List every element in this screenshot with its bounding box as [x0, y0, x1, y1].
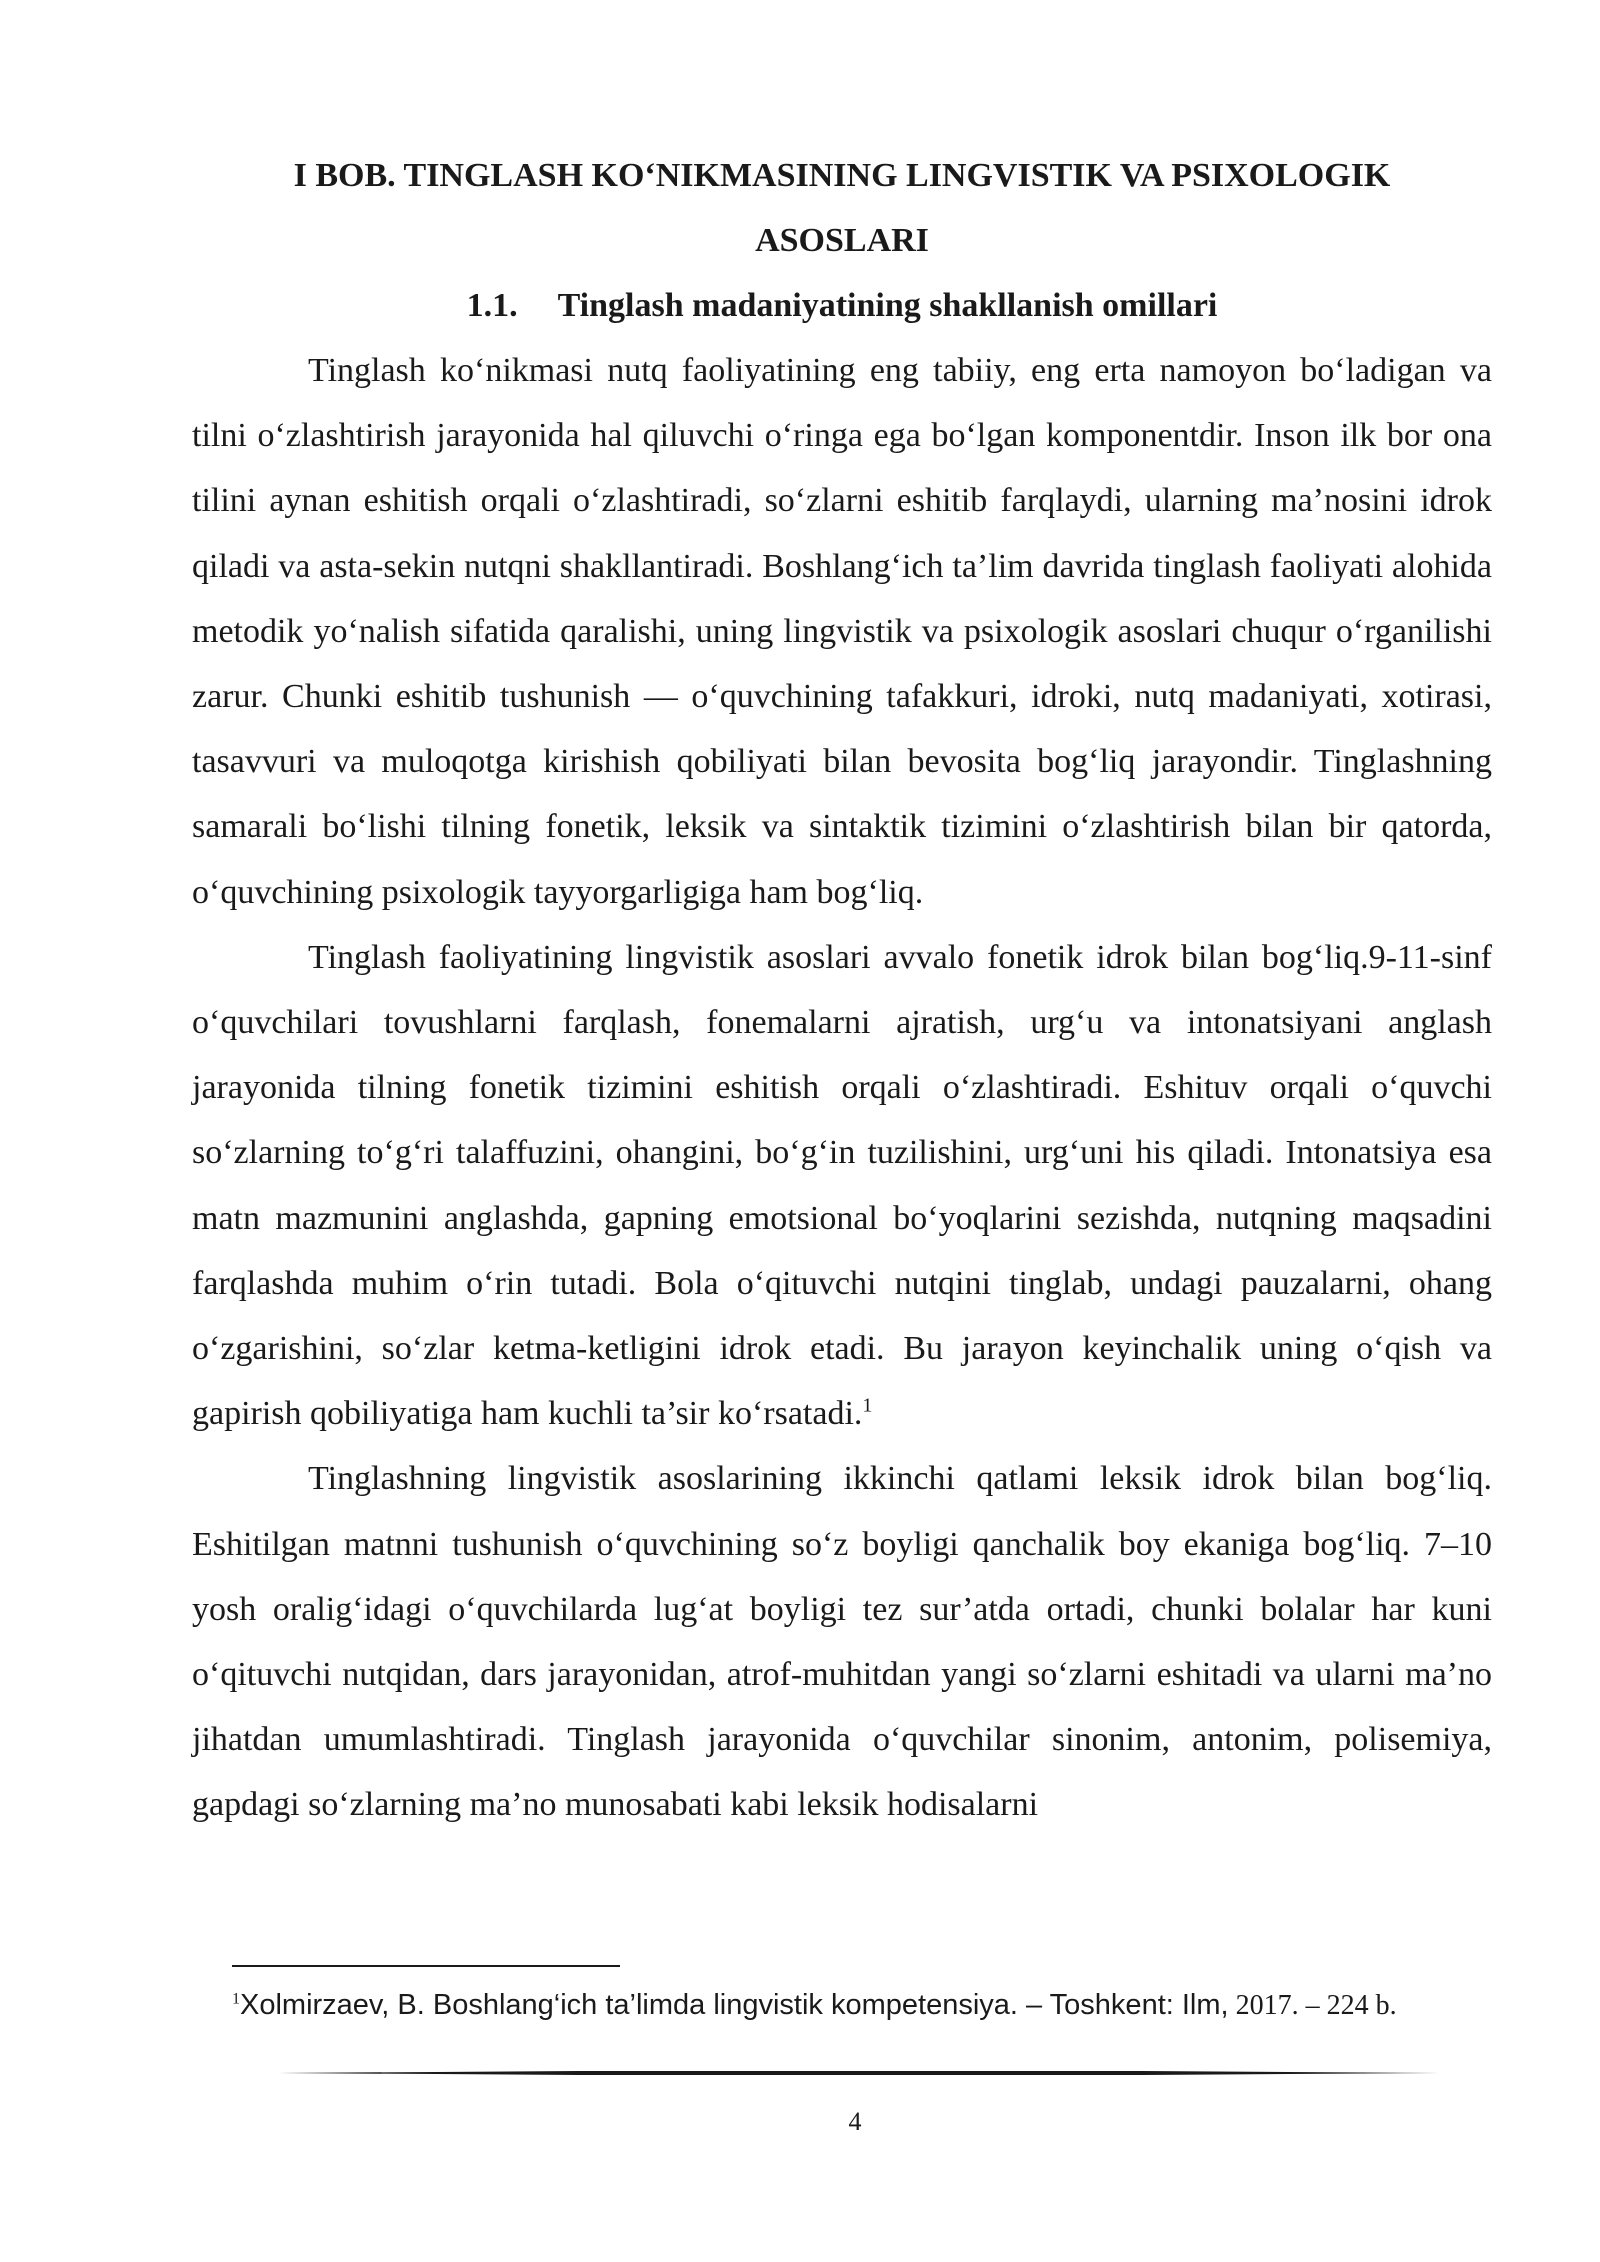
paragraph-2: [192, 925, 1492, 1447]
section-number: 1.1.: [466, 287, 518, 324]
paragraph-1: Tinglash ko‘nikmasi nutq faoliyatining eng tabiiy, eng erta namoyon bo‘ladigan va tilni o‘zlashtirish jarayonida hal qiluvchi o‘ringa ega bo‘lgan komponentdir. Inson ilk bor ona tilini aynan eshitish orqali o‘zlashtiradi, so‘zlarni eshitib farqlaydi, ularning ma’nosini idrok qiladi va asta-sekin nutqni shakllantiradi. Boshlang‘ich ta’lim davrida tinglash faoliyati alohida metodik yo‘nalish sifatida qaralishi, uning lingvistik va psixologik asoslari chuqur o‘rganilishi zarur. Chunki eshitib tushunish — o‘quvchining tafakkuri, idroki, nutq madaniyati, xotirasi, tasavvuri va muloqotga kirishish qobiliyati bilan bevosita bog‘liq jarayondir. Tinglashning samarali bo‘lishi tilning fonetik, leksik va sintaktik tizimini o‘zlashtirish bilan bir qatorda, o‘quvchining psixologik tayyorgarligiga ham bog‘liq.: [192, 352, 1492, 911]
body-text: [192, 338, 1492, 1838]
chapter-heading: [192, 143, 1492, 273]
paragraph-2-text: Tinglash faoliyatining lingvistik asoslari avvalo fonetik idrok bilan bog‘liq.9-11-sinf o‘quvchilari tovushlarni farqlash, fonemalarni ajratish, urg‘u va intonatsiyani anglash jarayonida tilning fonetik tizimini eshitish orqali o‘zlashtiradi. Eshituv orqali o‘quvchi so‘zlarning to‘g‘ri talaffuzini, ohangini, bo‘g‘in tuzilishini, urg‘uni his qiladi. Intonatsiya esa matn mazmunini anglashda, gapning emotsional bo‘yoqlarini sezishda, nutqning maqsadini farqlashda muhim o‘rin tutadi. Bola o‘qituvchi nutqini tinglab, undagi pauzalarni, ohang o‘zgarishini, so‘zlar ketma-ketligini idrok etadi. Bu jarayon keyinchalik uning o‘qish va gapirish qobiliyatiga ham kuchli ta’sir ko‘rsatadi.: [192, 938, 1492, 1433]
paragraph-3: Tinglashning lingvistik asoslarining ikkinchi qatlami leksik idrok bilan bog‘liq. Eshitilgan matnni tushunish o‘quvchining so‘z boyligi qanchalik boy ekaniga bog‘liq. 7–10 yosh oralig‘idagi o‘quvchilarda lug‘at boyligi tez sur’atda ortadi, chunki bolalar har kuni o‘qituvchi nutqidan, dars jarayonidan, atrof-muhitdan yangi so‘zlarni eshitadi va ularni ma’no jihatdan umumlashtiradi. Tinglash jarayonida o‘quvchilar sinonim, antonim, polisemiya, gapdagi so‘zlarning ma’no munosabati kabi leksik hodisalarni: [192, 1460, 1492, 1824]
section-heading: [192, 273, 1492, 338]
footer-divider: [278, 2070, 1440, 2076]
footnote-mark: 1: [232, 1990, 240, 2008]
footnote-reference[interactable]: 1: [862, 1394, 873, 1417]
section-title: Tinglash madaniyatining shakllanish omillari: [557, 287, 1218, 324]
footnote-text-tail: 2017. – 224 b.: [1228, 1990, 1397, 2021]
page-number: 4: [848, 2107, 862, 2136]
chapter-title-line2: ASOSLARI: [755, 222, 929, 259]
footnote: [232, 1985, 1492, 2026]
chapter-title-line1: I BOB. TINGLASH KO‘NIKMASINING LINGVISTIK VA PSIXOLOGIK: [293, 157, 1391, 194]
footnote-separator: [232, 1965, 620, 1967]
footnote-text-main: Xolmirzaev, B. Boshlang‘ich ta’limda lingvistik kompetensiya. – Toshkent: Ilm,: [240, 1989, 1229, 2021]
